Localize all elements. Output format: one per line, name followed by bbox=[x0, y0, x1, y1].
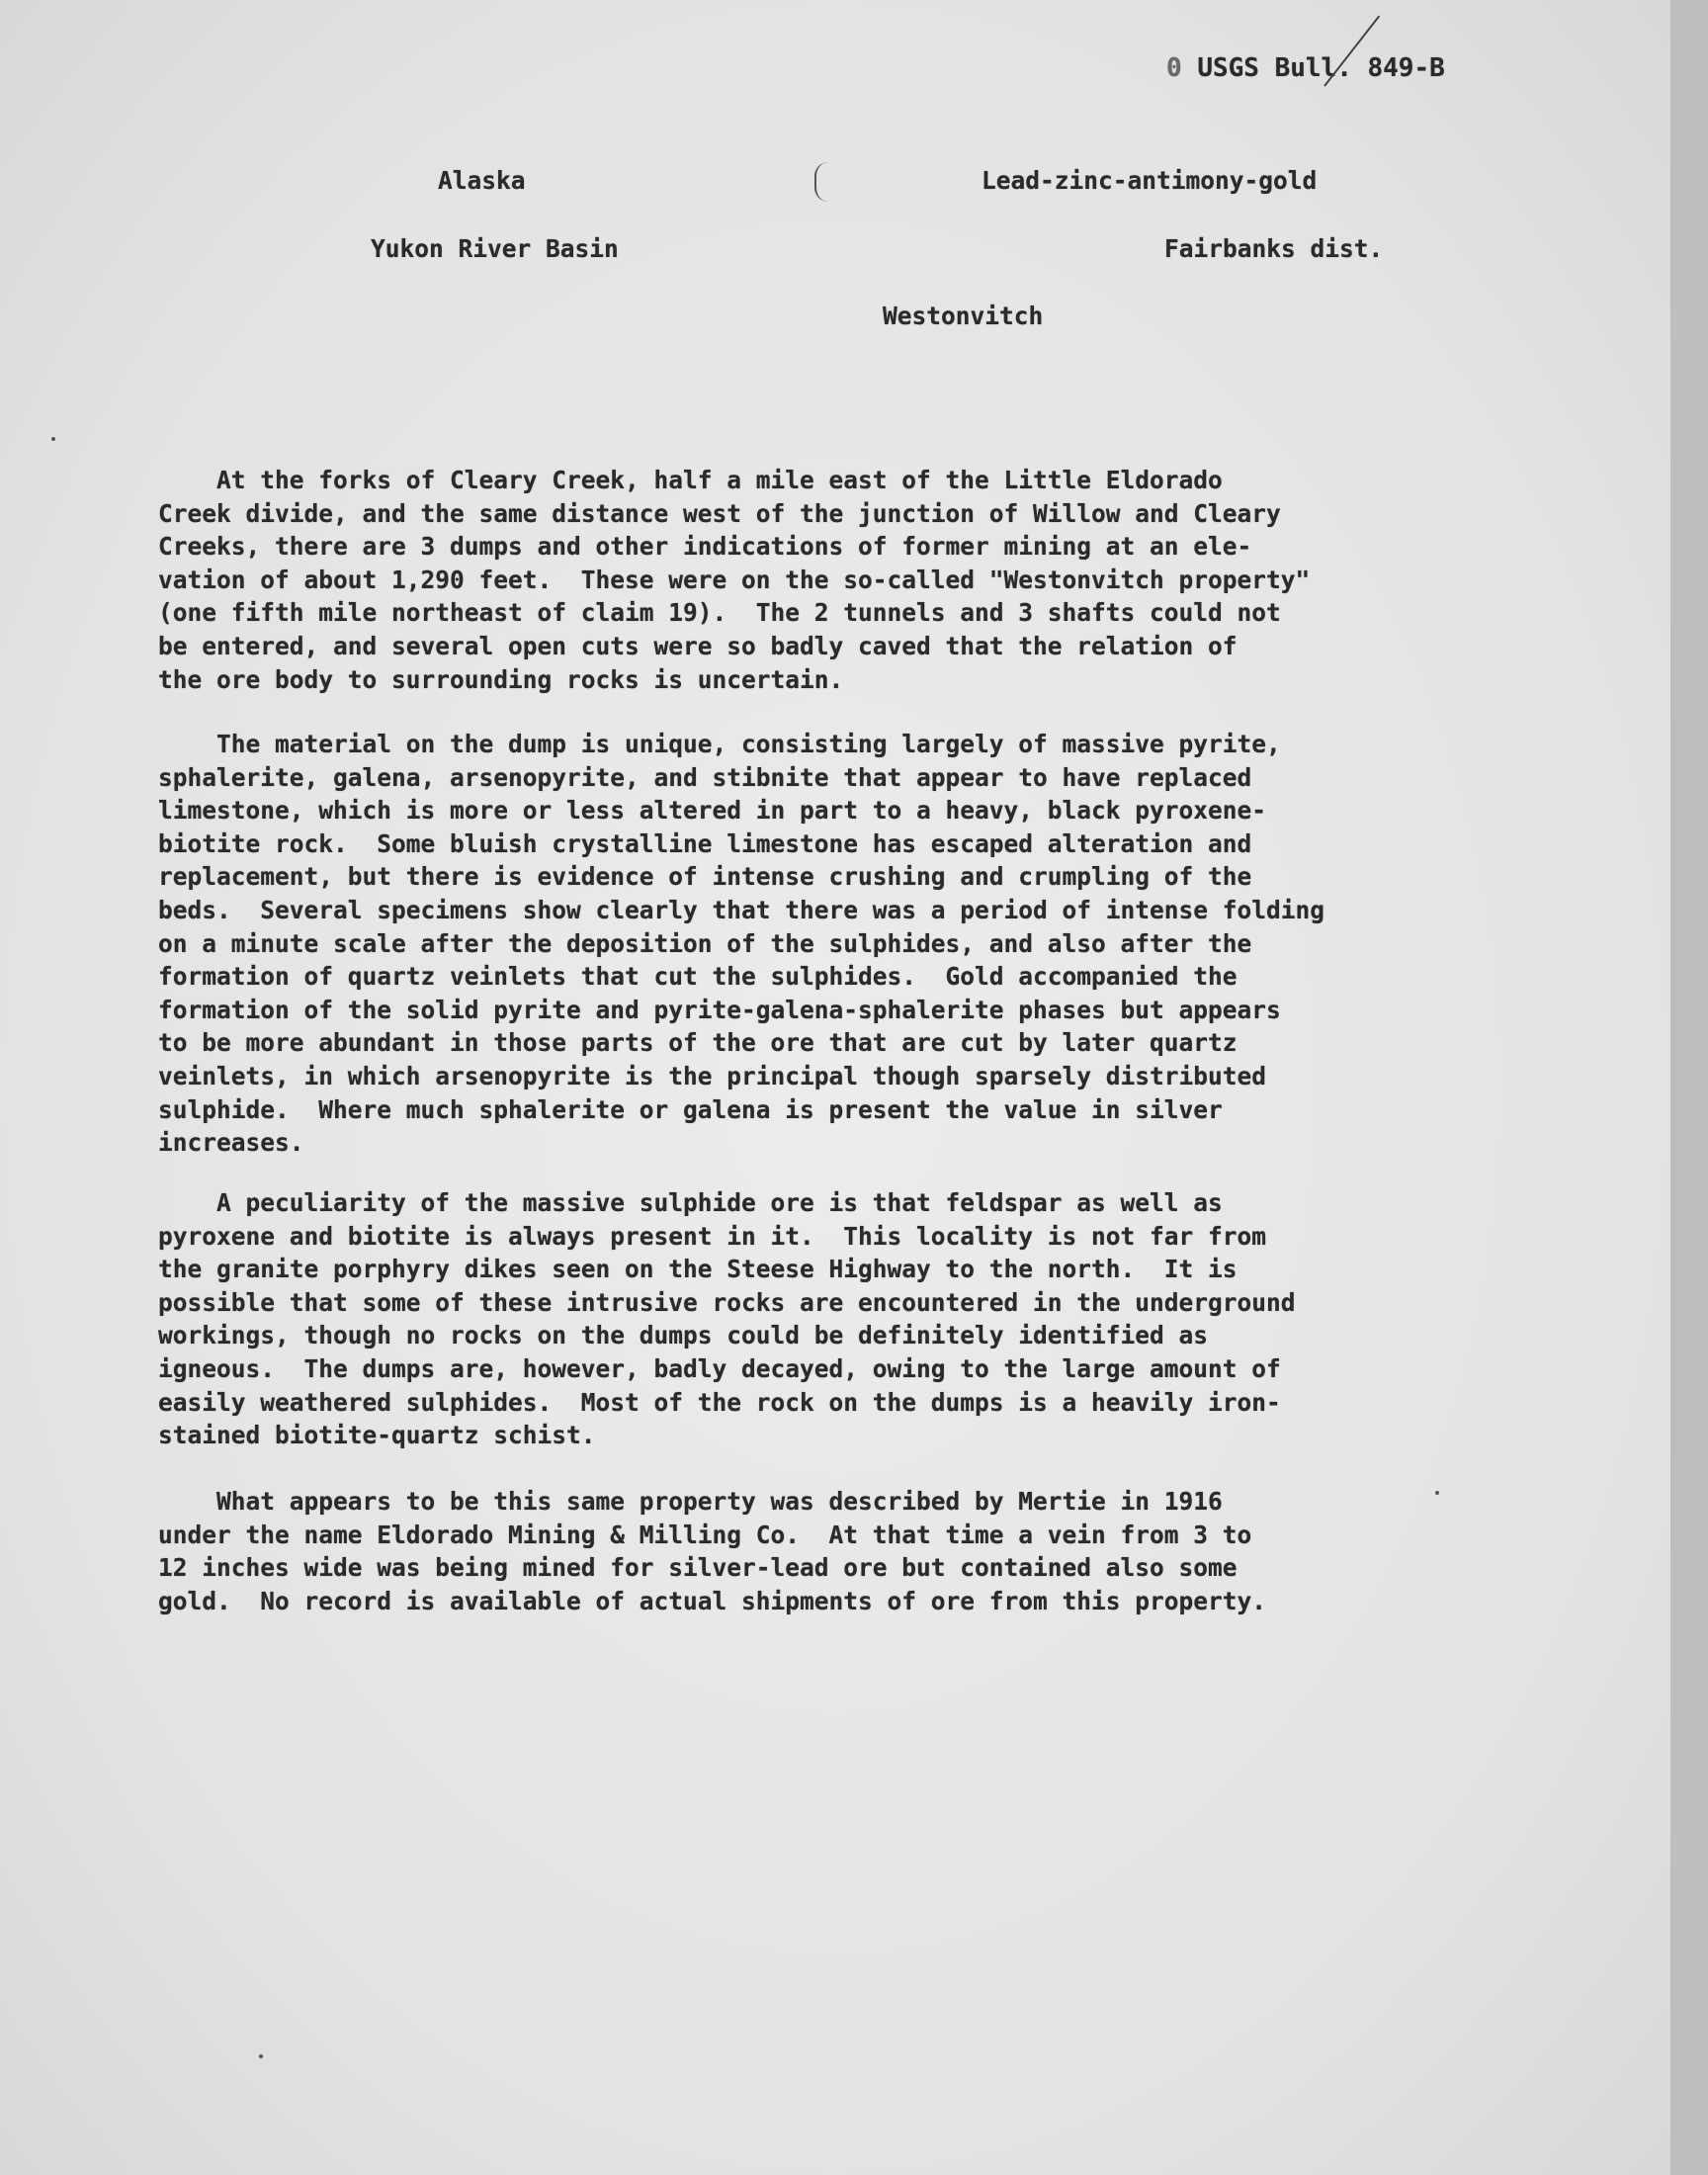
text-line: possible that some of these intrusive rocks are encountered in the underground bbox=[158, 1287, 1296, 1317]
text-line: pyroxene and biotite is always present in it. This locality is not far from bbox=[158, 1221, 1267, 1251]
paragraph-2 bbox=[158, 728, 1502, 1160]
paper-speck bbox=[1435, 1491, 1439, 1495]
paper-speck bbox=[51, 437, 55, 441]
header-district: Fairbanks dist. bbox=[1164, 234, 1384, 263]
text-line: vation of about 1,290 feet. These were on the so-called "Westonvitch property" bbox=[158, 565, 1311, 594]
text-line: under the name Eldorado Mining & Milling Co. At that time a vein from 3 to bbox=[158, 1520, 1252, 1549]
text-line: biotite rock. Some bluish crystalline limestone has escaped alteration and bbox=[158, 828, 1252, 858]
paper-speck bbox=[259, 2054, 263, 2058]
header-state: Alaska bbox=[438, 166, 526, 195]
document-reference-code bbox=[1166, 53, 1445, 83]
text-line: (one fifth mile northeast of claim 19). The 2 tunnels and 3 shafts could not bbox=[158, 598, 1281, 628]
text-line: limestone, which is more or less altered in part to a heavy, black pyroxene- bbox=[158, 796, 1267, 826]
text-line: The material on the dump is unique, consisting largely of massive pyrite, bbox=[158, 730, 1281, 758]
text-line: be entered, and several open cuts were so badly caved that the relation of bbox=[158, 631, 1238, 660]
text-line: increases. bbox=[158, 1128, 304, 1158]
reference-prefix-mark: 0 bbox=[1166, 53, 1182, 83]
text-line: beds. Several specimens show clearly that there was a period of intense folding bbox=[158, 895, 1325, 924]
text-line: the granite porphyry dikes seen on the Steese Highway to the north. It is bbox=[158, 1255, 1238, 1284]
header-basin: Yukon River Basin bbox=[371, 234, 619, 263]
text-line: workings, though no rocks on the dumps could be definitely identified as bbox=[158, 1321, 1209, 1350]
paragraph-4 bbox=[158, 1485, 1502, 1617]
text-line: on a minute scale after the deposition of the sulphides, and also after the bbox=[158, 928, 1252, 958]
text-line: stained biotite-quartz schist. bbox=[158, 1421, 596, 1450]
text-line: easily weathered sulphides. Most of the rock on the dumps is a heavily iron- bbox=[158, 1387, 1281, 1417]
text-line: formation of quartz veinlets that cut the sulphides. Gold accompanied the bbox=[158, 962, 1238, 992]
paragraph-3 bbox=[158, 1186, 1502, 1452]
text-line: the ore body to surrounding rocks is uncertain. bbox=[158, 664, 844, 694]
text-line: igneous. The dumps are, however, badly decayed, owing to the large amount of bbox=[158, 1353, 1281, 1383]
paragraph-1 bbox=[158, 464, 1502, 696]
text-line: Creek divide, and the same distance west of the junction of Willow and Cleary bbox=[158, 498, 1281, 528]
reference-code-text: USGS Bull. 849-B bbox=[1197, 53, 1445, 83]
text-line: A peculiarity of the massive sulphide ore is that feldspar as well as bbox=[158, 1188, 1223, 1217]
scanner-edge bbox=[1670, 0, 1708, 2175]
text-line: formation of the solid pyrite and pyrite-galena-sphalerite phases but appears bbox=[158, 995, 1281, 1024]
text-line: 12 inches wide was being mined for silver-lead ore but contained also some bbox=[158, 1553, 1238, 1583]
text-line: sphalerite, galena, arsenopyrite, and stibnite that appear to have replaced bbox=[158, 762, 1252, 792]
text-line: What appears to be this same property was described by Mertie in 1916 bbox=[158, 1487, 1223, 1516]
document-title: Westonvitch bbox=[883, 302, 1044, 330]
text-line: to be more abundant in those parts of the ore that are cut by later quartz bbox=[158, 1028, 1238, 1058]
text-line: veinlets, in which arsenopyrite is the principal though sparsely distributed bbox=[158, 1061, 1267, 1090]
text-line: gold. No record is available of actual shipments of ore from this property. bbox=[158, 1586, 1267, 1615]
text-line: replacement, but there is evidence of intense crushing and crumpling of the bbox=[158, 862, 1252, 892]
text-line: At the forks of Cleary Creek, half a mile east of the Little Eldorado bbox=[158, 466, 1223, 494]
text-line: sulphide. Where much sphalerite or galena is present the value in silver bbox=[158, 1094, 1223, 1124]
handwritten-paren-mark bbox=[814, 162, 830, 202]
text-line: Creeks, there are 3 dumps and other indications of former mining at an ele- bbox=[158, 532, 1252, 562]
header-commodity: Lead-zinc-antimony-gold bbox=[982, 166, 1318, 195]
